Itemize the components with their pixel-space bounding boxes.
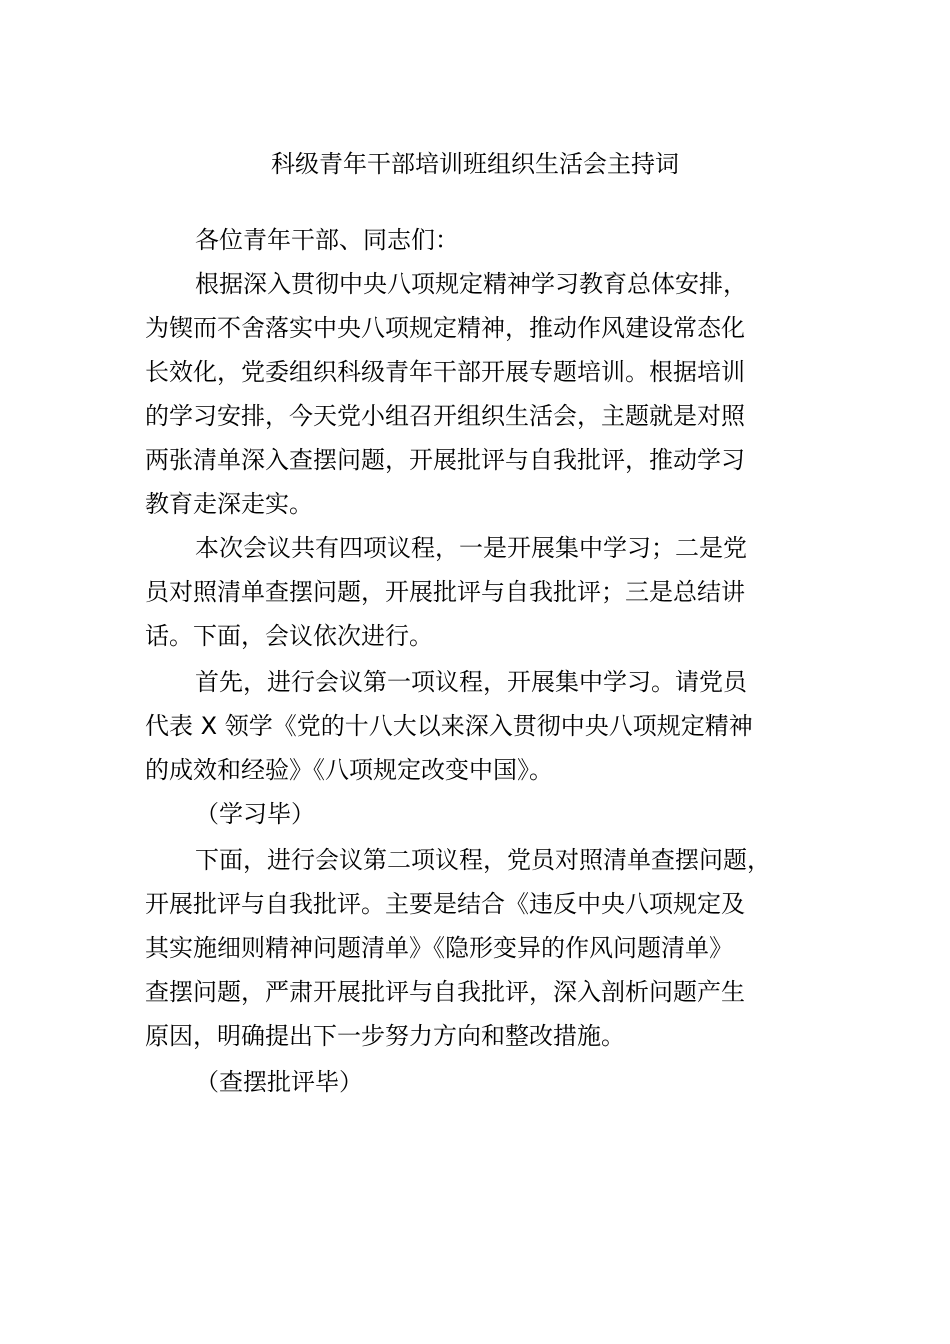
paragraph-line: 查摆问题，严肃开展批评与自我批评，深入剖析问题产生 [145, 978, 745, 1006]
paragraph-line: 长效化，党委组织科级青年干部开展专题培训。根据培训 [145, 358, 745, 386]
paragraph-line: 员对照清单查摆问题，开展批评与自我批评；三是总结讲 [145, 578, 745, 606]
paragraph-line: 两张清单深入查摆问题，开展批评与自我批评，推动学习 [145, 446, 745, 474]
paragraph-line: 教育走深走实。 [145, 490, 313, 518]
paragraph-line: 的成效和经验》《八项规定改变中国》。 [145, 756, 553, 784]
paragraph-line: 原因，明确提出下一步努力方向和整改措施。 [145, 1022, 625, 1050]
paragraph-line: 话。下面，会议依次进行。 [145, 622, 433, 650]
stage-note-line: （查摆批评毕） [195, 1068, 363, 1096]
paragraph-line: 根据深入贯彻中央八项规定精神学习教育总体安排， [195, 270, 747, 298]
paragraph-line: 为锲而不舍落实中央八项规定精神，推动作风建设常态化 [145, 314, 745, 342]
stage-note-line: （学习毕） [195, 800, 315, 828]
paragraph-line: 本次会议共有四项议程，一是开展集中学习；二是党 [195, 534, 747, 562]
paragraph-line: 代表 X 领学《党的十八大以来深入贯彻中央八项规定精神 [145, 712, 753, 740]
paragraph-line: 下面，进行会议第二项议程，党员对照清单查摆问题， [195, 846, 771, 874]
paragraph-line: 的学习安排，今天党小组召开组织生活会，主题就是对照 [145, 402, 745, 430]
paragraph-line: 开展批评与自我批评。主要是结合《违反中央八项规定及 [145, 890, 745, 918]
document-title: 科级青年干部培训班组织生活会主持词 [271, 150, 679, 178]
paragraph-line: 其实施细则精神问题清单》《隐形变异的作风问题清单》 [145, 934, 733, 962]
paragraph-line: 首先，进行会议第一项议程，开展集中学习。请党员 [195, 668, 747, 696]
salutation-line: 各位青年干部、同志们： [195, 226, 459, 254]
